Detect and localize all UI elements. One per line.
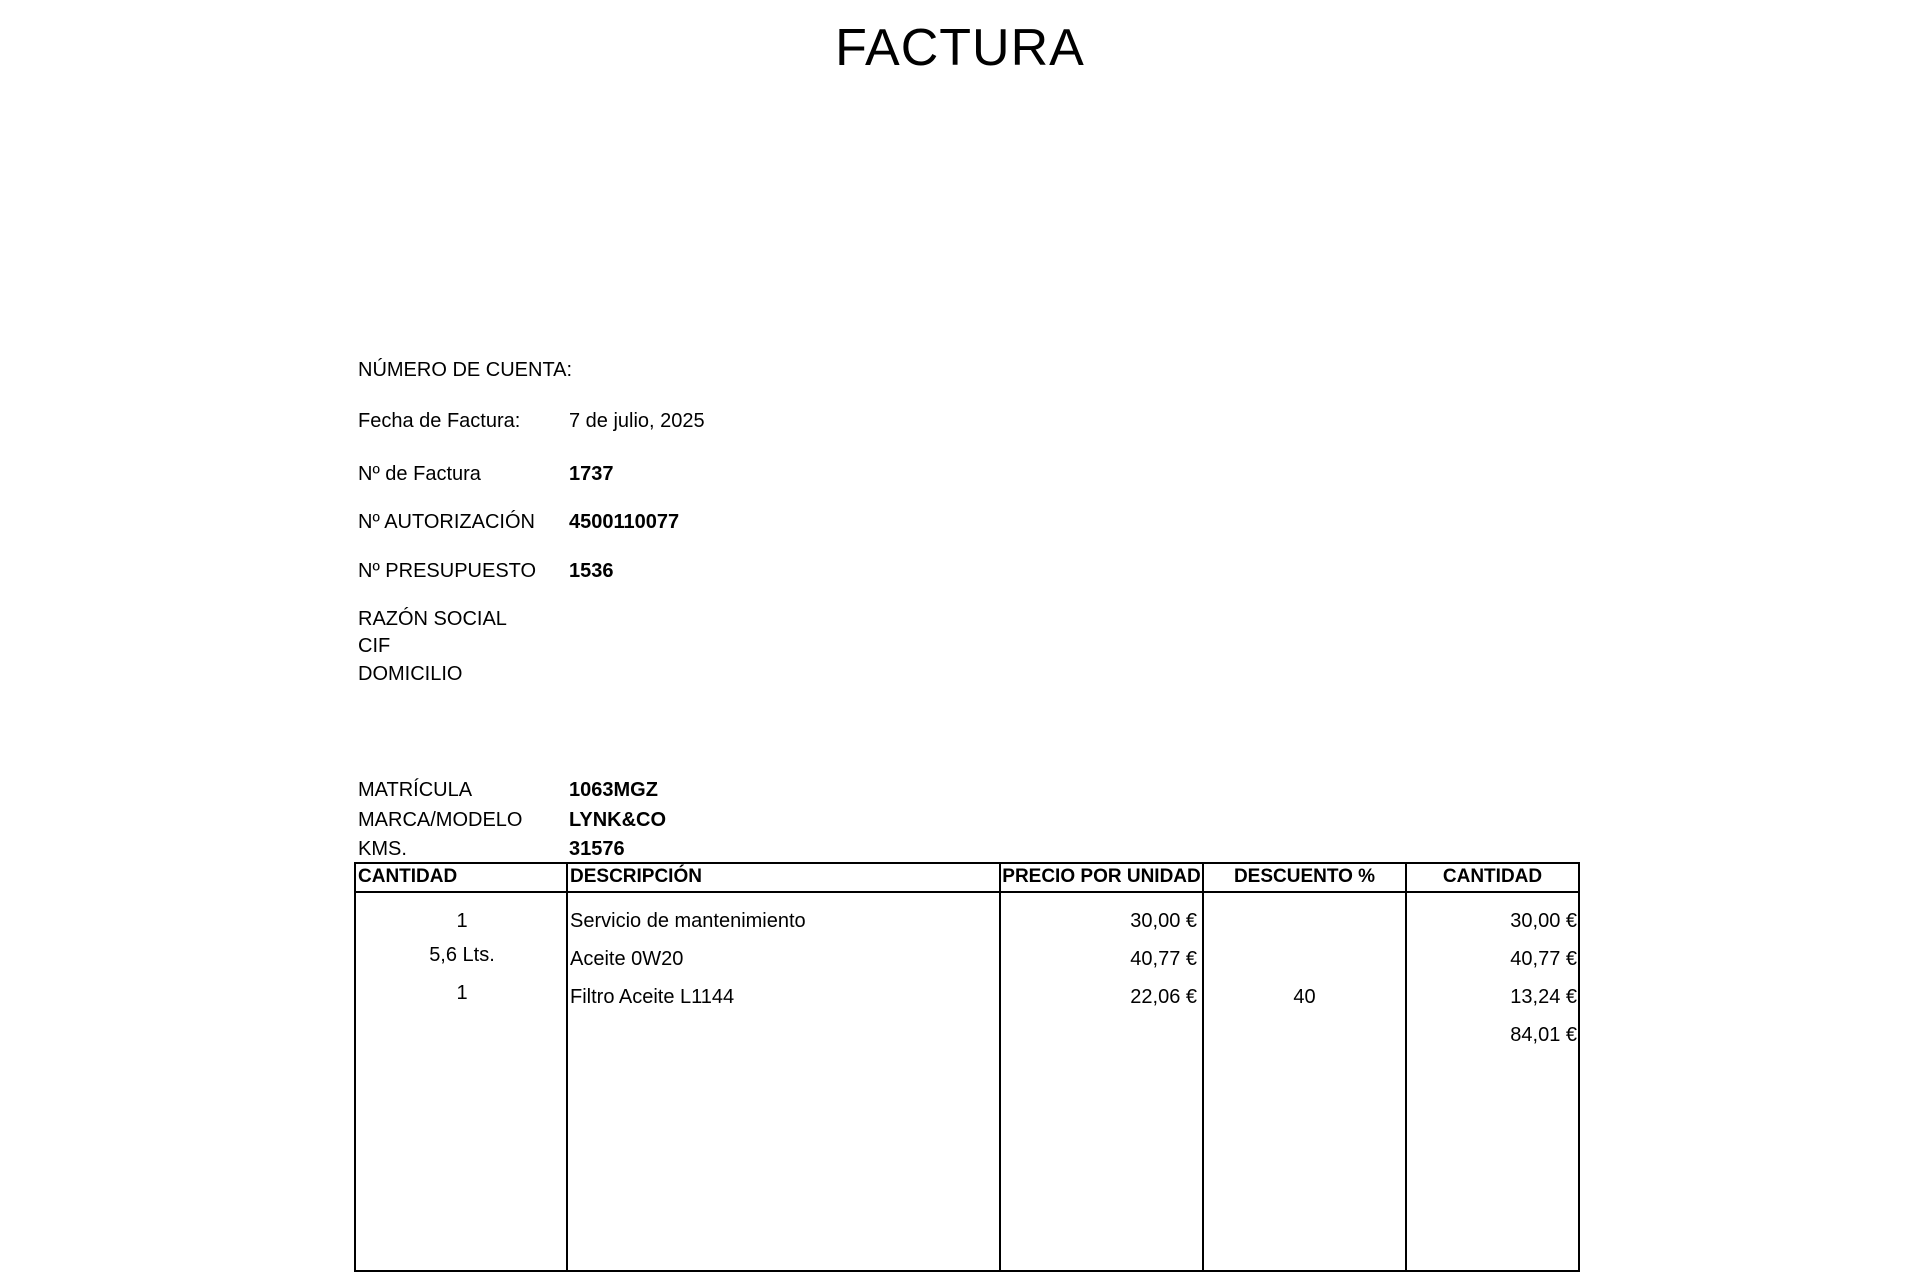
make-model-label: MARCA/MODELO bbox=[358, 809, 523, 831]
row-discount: 40 bbox=[1293, 986, 1316, 1008]
row-amount: 30,00 € bbox=[1510, 910, 1577, 932]
invoice-total: 84,01 € bbox=[1510, 1024, 1577, 1046]
header-divider bbox=[356, 891, 1578, 893]
document-title: FACTURA bbox=[835, 19, 1085, 77]
invoice-date-label: Fecha de Factura: bbox=[358, 410, 521, 432]
invoice-number-value: 1737 bbox=[569, 463, 614, 485]
row-amount: 40,77 € bbox=[1510, 948, 1577, 970]
cif-label: CIF bbox=[358, 635, 391, 657]
column-header-unit-price: PRECIO POR UNIDAD bbox=[1002, 866, 1201, 887]
row-description: Aceite 0W20 bbox=[570, 948, 684, 970]
budget-number-label: Nº PRESUPUESTO bbox=[358, 560, 537, 582]
column-header-quantity: CANTIDAD bbox=[358, 866, 458, 887]
budget-number-value: 1536 bbox=[569, 560, 614, 582]
column-divider bbox=[1202, 864, 1204, 1270]
kms-value: 31576 bbox=[569, 838, 625, 860]
company-name-label: RAZÓN SOCIAL bbox=[358, 608, 507, 630]
row-quantity: 1 bbox=[456, 910, 468, 932]
kms-label: KMS. bbox=[358, 838, 407, 860]
make-model-value: LYNK&CO bbox=[569, 809, 667, 831]
row-description: Filtro Aceite L1144 bbox=[570, 986, 735, 1008]
authorization-number-value: 4500110077 bbox=[569, 511, 680, 533]
column-header-amount: CANTIDAD bbox=[1442, 866, 1543, 887]
column-divider bbox=[566, 864, 568, 1270]
address-label: DOMICILIO bbox=[358, 663, 463, 685]
column-header-description: DESCRIPCIÓN bbox=[570, 866, 702, 887]
row-quantity: 1 bbox=[456, 982, 468, 1004]
row-unit-price: 22,06 € bbox=[1130, 986, 1197, 1008]
column-header-discount: DESCUENTO % bbox=[1233, 866, 1376, 887]
invoice-number-label: Nº de Factura bbox=[358, 463, 481, 485]
invoice-date-value: 7 de julio, 2025 bbox=[569, 410, 705, 432]
account-number-label: NÚMERO DE CUENTA: bbox=[358, 359, 573, 381]
row-unit-price: 40,77 € bbox=[1130, 948, 1197, 970]
row-unit-price: 30,00 € bbox=[1130, 910, 1197, 932]
row-quantity: 5,6 Lts. bbox=[429, 944, 495, 966]
authorization-number-label: Nº AUTORIZACIÓN bbox=[358, 511, 535, 533]
plate-value: 1063MGZ bbox=[569, 779, 658, 801]
plate-label: MATRÍCULA bbox=[358, 779, 473, 801]
invoice-table bbox=[354, 862, 1580, 1272]
row-description: Servicio de mantenimiento bbox=[570, 910, 806, 932]
row-amount: 13,24 € bbox=[1510, 986, 1577, 1008]
